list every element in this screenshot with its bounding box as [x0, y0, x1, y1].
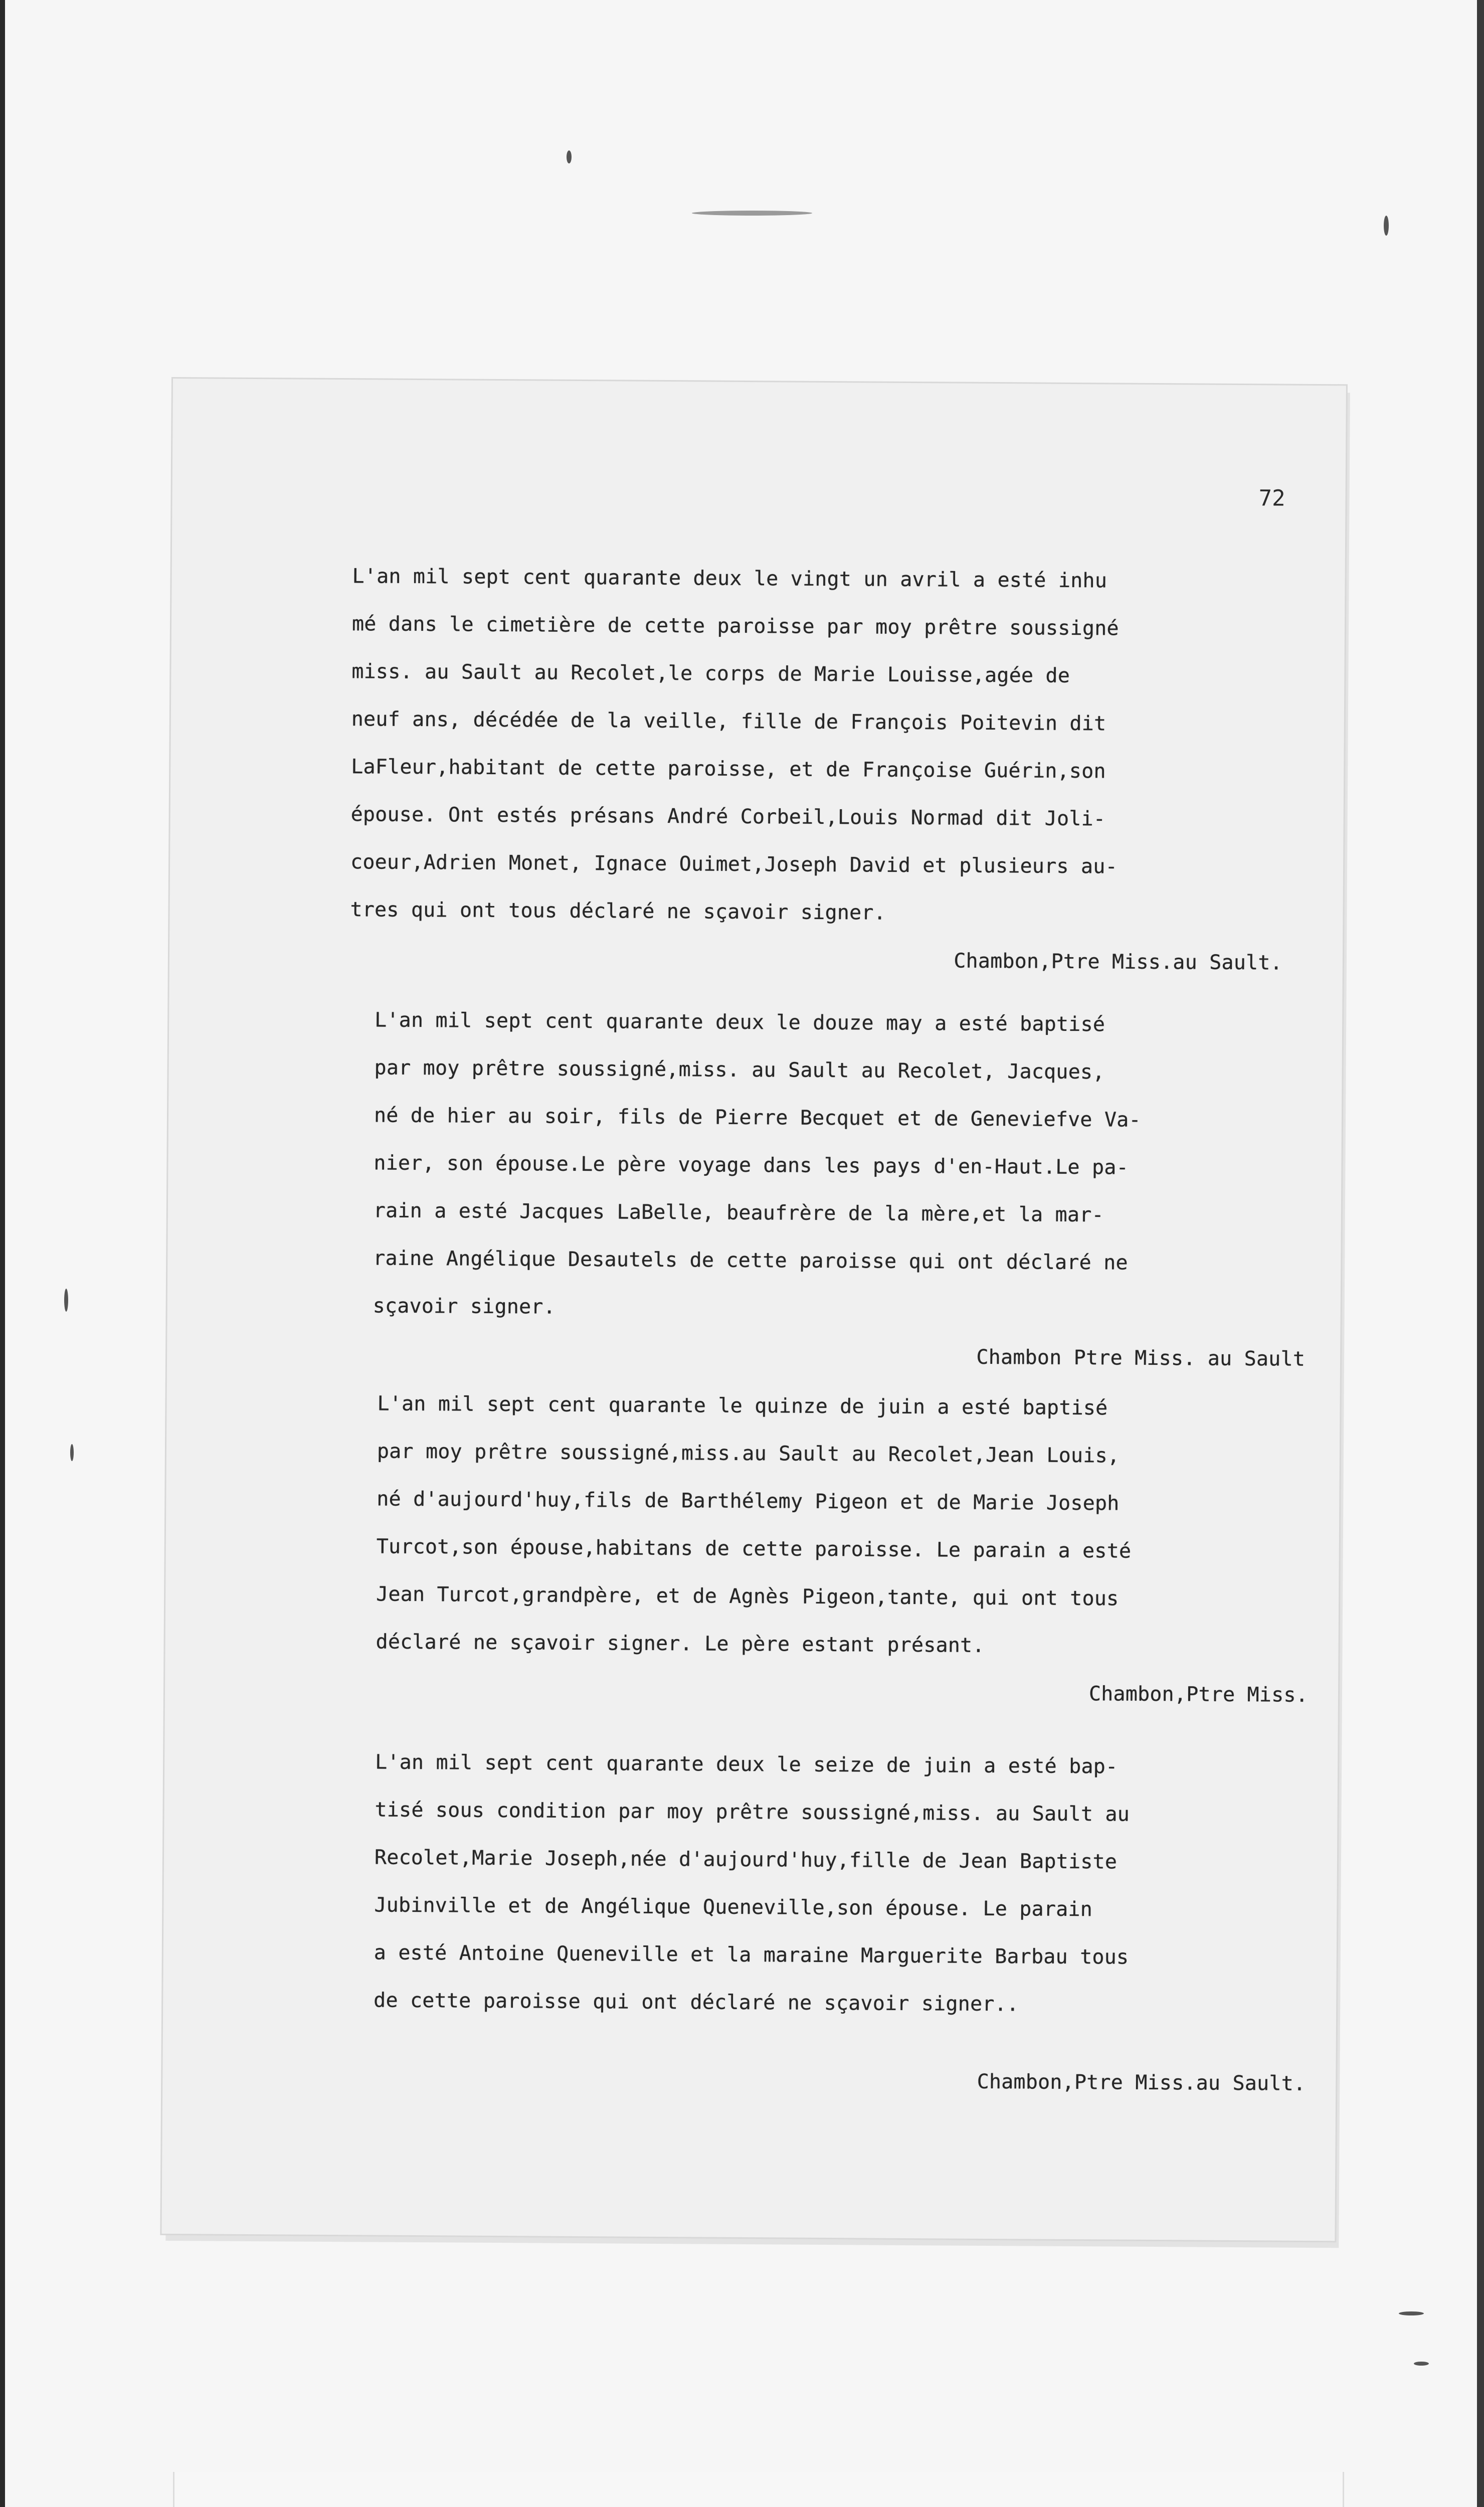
- register-entry-baptism-jacques: [373, 996, 1308, 1383]
- entry-line: par moy prêtre soussigné,miss. au Sault au Recolet, Jacques,: [374, 1056, 1105, 1084]
- entry-line: raine Angélique Desautels de cette paroisse qui ont déclaré ne: [373, 1246, 1128, 1275]
- entry-line: a esté Antoine Queneville et la maraine Marguerite Barbau tous: [374, 1941, 1129, 1969]
- entry-line: né de hier au soir, fils de Pierre Becquet et de Geneviefve Va-: [374, 1104, 1141, 1132]
- entry-line: L'an mil sept cent quarante le quinze de juin a esté baptisé: [377, 1392, 1108, 1420]
- entry-line: Jean Turcot,grandpère, et de Agnès Pigeon,tante, qui ont tous: [376, 1582, 1119, 1610]
- entry-line: Turcot,son épouse,habitans de cette paroisse. Le parain a esté: [376, 1535, 1132, 1563]
- entry-line: neuf ans, décédée de la veille, fille de François Poitevin dit: [351, 707, 1106, 736]
- dust-speck: [692, 211, 812, 216]
- dust-speck: [1384, 216, 1389, 236]
- dust-speck: [1399, 2311, 1424, 2315]
- dust-speck: [70, 1444, 74, 1461]
- entry-line: déclaré ne sçavoir signer. Le père estant présant.: [376, 1630, 985, 1657]
- entry-line: par moy prêtre soussigné,miss.au Sault au Recolet,Jean Louis,: [377, 1440, 1120, 1468]
- register-entry-burial: [350, 553, 1285, 987]
- register-entry-baptism-jean-louis: [376, 1380, 1310, 1719]
- entry-signature: Chambon,Ptre Miss.au Sault.: [954, 949, 1283, 975]
- entry-line: tisé sous condition par moy prêtre soussigné,miss. au Sault au: [375, 1798, 1130, 1826]
- entry-line: de cette paroisse qui ont déclaré ne sçavoir signer..: [374, 1989, 1019, 2016]
- entry-line: nier, son épouse.Le père voyage dans les pays d'en-Haut.Le pa-: [374, 1151, 1129, 1179]
- dust-speck: [1414, 2362, 1429, 2366]
- register-entry-baptism-marie-joseph: [373, 1739, 1308, 2108]
- entry-line: L'an mil sept cent quarante deux le seize de juin a esté bap-: [375, 1750, 1118, 1778]
- entry-signature: Chambon Ptre Miss. au Sault: [976, 1345, 1306, 1371]
- entry-line: tres qui ont tous déclaré ne sçavoir signer.: [350, 898, 886, 925]
- register-sheet: [161, 379, 1346, 2241]
- entry-line: né d'aujourd'huy,fils de Barthélemy Pigeon et de Marie Joseph: [377, 1487, 1120, 1515]
- entry-line: Recolet,Marie Joseph,née d'aujourd'huy,fille de Jean Baptiste: [374, 1846, 1118, 1874]
- entry-line: miss. au Sault au Recolet,le corps de Marie Louisse,agée de: [351, 660, 1070, 687]
- entry-signature: Chambon,Ptre Miss.: [1088, 1682, 1309, 1707]
- entry-signature: Chambon,Ptre Miss.au Sault.: [977, 2070, 1306, 2095]
- dust-speck: [567, 150, 572, 163]
- entry-line: épouse. Ont estés présans André Corbeil,Louis Normad dit Joli-: [350, 803, 1106, 831]
- page-number: 72: [1258, 485, 1285, 511]
- entry-line: coeur,Adrien Monet, Ignace Ouimet,Joseph David et plusieurs au-: [350, 850, 1118, 878]
- entry-line: Jubinville et de Angélique Queneville,son épouse. Le parain: [374, 1893, 1093, 1921]
- entry-line: rain a esté Jacques LaBelle, beaufrère de la mère,et la mar-: [373, 1199, 1104, 1227]
- archives-stamp-panel: [173, 2472, 1344, 2507]
- entry-line: sçavoir signer.: [373, 1294, 556, 1319]
- entry-line: mé dans le cimetière de cette paroisse par moy prêtre soussigné: [351, 612, 1119, 640]
- entry-line: L'an mil sept cent quarante deux le douze may a esté baptisé: [375, 1008, 1105, 1036]
- entry-line: L'an mil sept cent quarante deux le vingt un avril a esté inhu: [352, 565, 1107, 593]
- dust-speck: [64, 1289, 68, 1312]
- entry-line: LaFleur,habitant de cette paroisse, et de Françoise Guérin,son: [351, 755, 1106, 783]
